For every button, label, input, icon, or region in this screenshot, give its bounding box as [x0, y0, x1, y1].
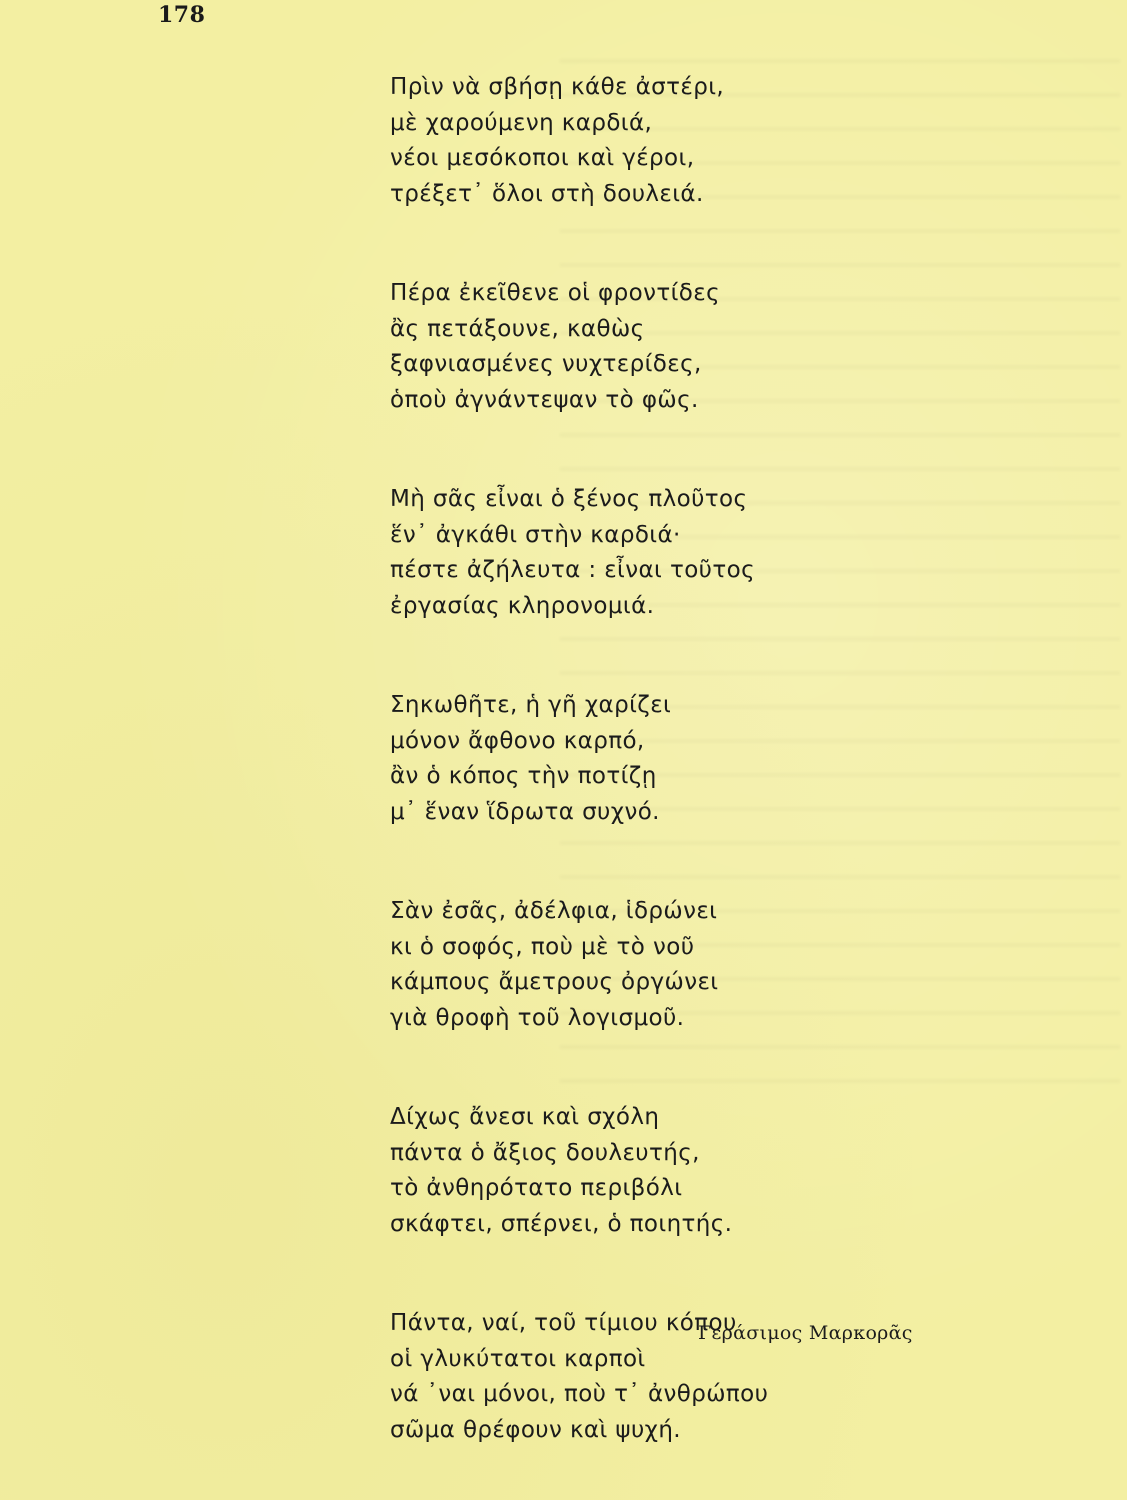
poem-line: μ᾽ ἕναν ἵδρωτα συχνό. [390, 798, 660, 825]
poem-line: πάντα ὁ ἄξιος δουλευτής, [390, 1139, 700, 1166]
poem-line: Πρὶν νὰ σβήσῃ κάθε ἀστέρι, [390, 74, 725, 100]
poem-line: σκάφτει, σπέρνει, ὁ ποιητής. [390, 1210, 733, 1237]
poem-line: Πάντα, ναί, τοῦ τίμιου κόπου [390, 1310, 737, 1336]
poem-line: κι ὁ σοφός, ποὺ μὲ τὸ νοῦ [390, 933, 695, 960]
poem-line: Σὰν ἐσᾶς, ἀδέλφια, ἱδρώνει [390, 898, 718, 924]
poem-line: μόνον ἄφθονο καρπό, [390, 727, 645, 754]
poem-line: γιὰ θροφὴ τοῦ λογισμοῦ. [390, 1004, 685, 1031]
poem-line: Μὴ σᾶς εἶναι ὁ ξένος πλοῦτος [390, 486, 748, 512]
poem-line: νά ᾽ναι μόνοι, ποὺ τ᾽ ἀνθρώπου [390, 1381, 769, 1407]
poem-line: ἐργασίας κληρονομιά. [390, 592, 655, 619]
poem-line: πέστε ἀζήλευτα : εἶναι τοῦτος [390, 557, 755, 583]
poem-line: μὲ χαρούμενη καρδιά, [390, 109, 653, 136]
stanza-6 [390, 1100, 950, 1242]
stanza-3 [390, 482, 950, 624]
author-signature: Γεράσιμος Μαρκορᾶς [698, 1322, 913, 1344]
stanza-4 [390, 688, 950, 830]
poem-line: Πέρα ἐκεῖθενε οἱ φροντίδες [390, 280, 720, 306]
poem-line: ὁποὺ ἀγνάντεψαν τὸ φῶς. [390, 386, 699, 413]
stanza-5 [390, 894, 950, 1036]
poem-line: ἂν ὁ κόπος τὴν ποτίζῃ [390, 763, 657, 789]
poem-line: ἕν᾽ ἀγκάθι στὴν καρδιά· [390, 521, 681, 548]
stanza-1 [390, 70, 950, 212]
page-number: 178 [158, 2, 206, 28]
poem-line: οἱ γλυκύτατοι καρποὶ [390, 1345, 646, 1372]
poem-line: κάμπους ἄμετρους ὀργώνει [390, 969, 719, 995]
poem [390, 70, 950, 1448]
stanza-2 [390, 276, 950, 418]
poem-line: ἂς πετάξουνε, καθὼς [390, 315, 645, 342]
poem-line: σῶμα θρέφουν καὶ ψυχή. [390, 1416, 682, 1443]
poem-line: ξαφνιασμένες νυχτερίδες, [390, 351, 702, 377]
poem-line: Σηκωθῆτε, ἡ γῆ χαρίζει [390, 692, 672, 718]
poem-line: νέοι μεσόκοποι καὶ γέροι, [390, 145, 695, 171]
poem-line: τρέξετ᾽ ὅλοι στὴ δουλειά. [390, 180, 704, 207]
poem-line: τὸ ἀνθηρότατο περιβόλι [390, 1175, 683, 1201]
poem-line: Δίχως ἄνεσι καὶ σχόλη [390, 1104, 660, 1130]
